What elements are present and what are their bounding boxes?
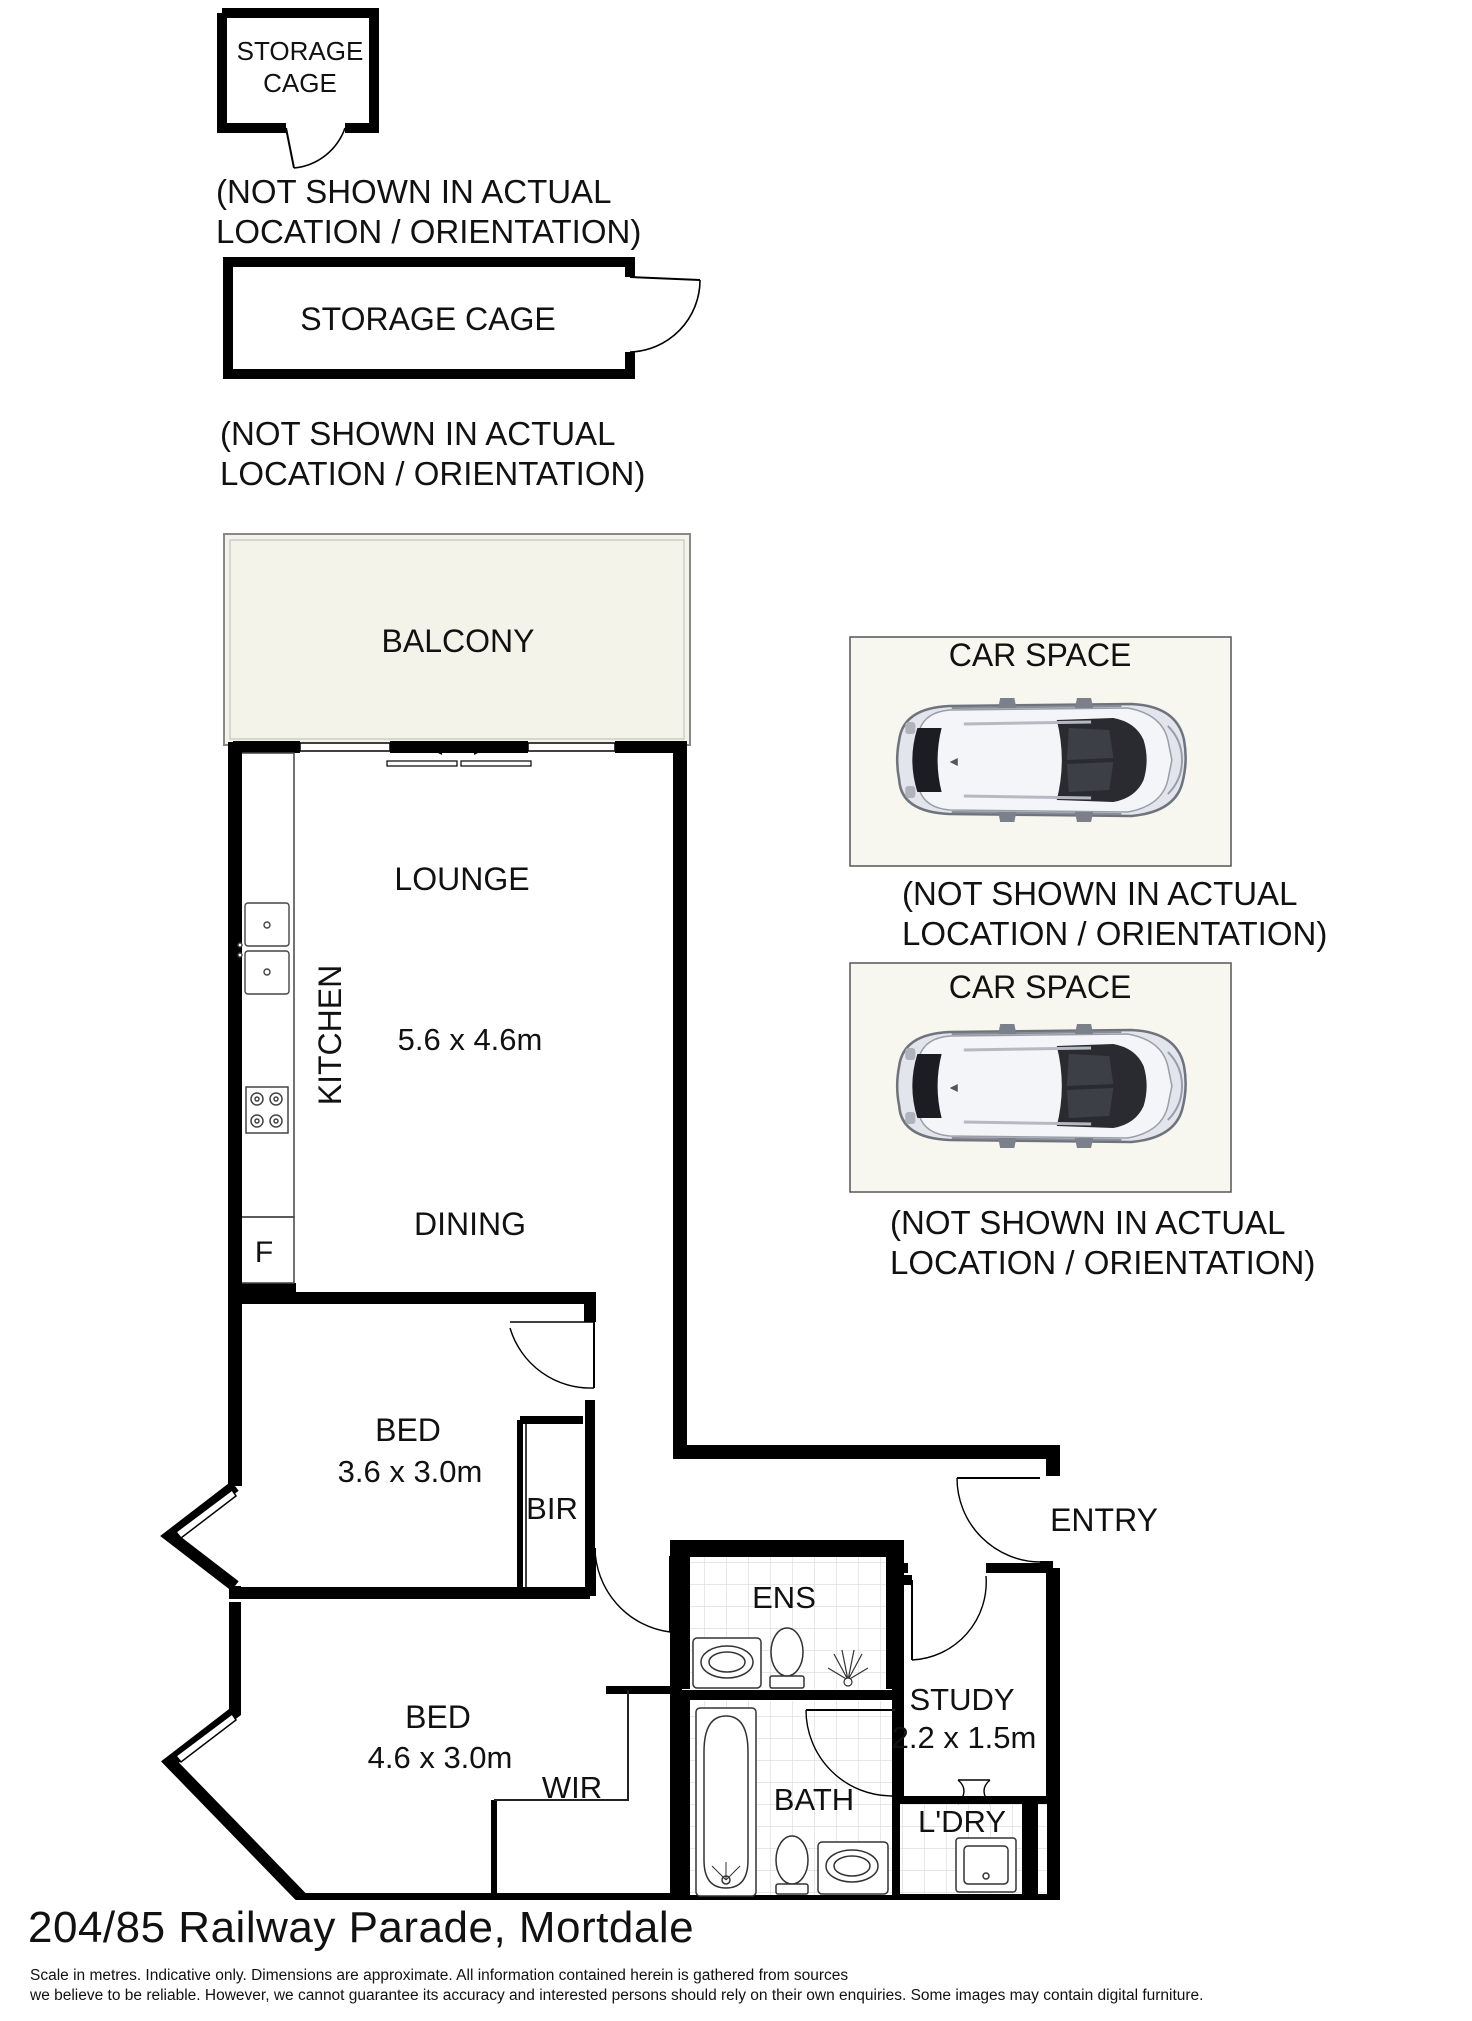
car-icon (897, 698, 1185, 822)
bed2-label: BED (405, 1699, 471, 1735)
fridge-label: F (254, 1236, 274, 1269)
car-space-2-note-2: LOCATION / ORIENTATION) (890, 1244, 1316, 1281)
storage-cage-small-note-2: LOCATION / ORIENTATION) (216, 213, 642, 250)
car-space-2-label: CAR SPACE (948, 969, 1132, 1005)
ens-label: ENS (752, 1580, 816, 1615)
entry-door (957, 1478, 1053, 1562)
storage-cage-small-label-2: CAGE (263, 68, 337, 98)
storage-cage-long (228, 262, 700, 374)
ensuite-toilet-icon (770, 1628, 804, 1688)
laundry-tub-icon (956, 1838, 1016, 1892)
bir-cupboard (520, 1420, 526, 1590)
kitchen-label: KITCHEN (312, 964, 348, 1106)
bir-label: BIR (526, 1491, 578, 1526)
storage-cage-long-note-2: LOCATION / ORIENTATION) (220, 455, 646, 492)
bath-vanity-icon (818, 1842, 888, 1894)
sink-icon (238, 903, 289, 994)
bed1-label: BED (375, 1412, 441, 1448)
study-label: STUDY (909, 1682, 1015, 1717)
storage-cage-small (222, 13, 374, 168)
car-space-1-note-1: (NOT SHOWN IN ACTUAL (902, 875, 1298, 912)
car-space-1-label: CAR SPACE (948, 637, 1132, 673)
storage-cage-small-label-1: STORAGE (236, 36, 364, 66)
entry-label: ENTRY (1050, 1502, 1158, 1538)
disclaimer (30, 1966, 1450, 2006)
bed1-door (510, 1322, 594, 1388)
car-space-2 (850, 963, 1231, 1192)
bay-windows (176, 1490, 236, 1762)
bed1-dims: 3.6 x 3.0m (337, 1454, 483, 1489)
study-dims: 2.2 x 1.5m (891, 1720, 1037, 1755)
storage-cage-long-label: STORAGE CAGE (300, 301, 556, 337)
bathtub-icon (696, 1708, 756, 1896)
kitchen-bench (242, 753, 294, 1283)
storage-cage-long-note-1: (NOT SHOWN IN ACTUAL (220, 415, 616, 452)
study-door (912, 1576, 986, 1660)
car-icon (897, 1024, 1185, 1148)
living-dims: 5.6 x 4.6m (397, 1022, 543, 1057)
lounge-label: LOUNGE (394, 861, 530, 897)
car-space-1 (850, 637, 1231, 866)
bath-label: BATH (773, 1782, 855, 1817)
cooktop-icon (246, 1087, 288, 1133)
disclaimer-line-2: we believe to be reliable. However, we cannot guarantee its accuracy and interested persons should rely on their own enquiries. Some images may contain digital furniture. (30, 1987, 1204, 2004)
ensuite-vanity-icon (693, 1638, 761, 1688)
disclaimer-line-1: Scale in metres. Indicative only. Dimensions are approximate. All information contained herein is gathered from sources (30, 1967, 849, 1984)
property-address: 204/85 Railway Parade, Mortdale (28, 1903, 695, 1952)
ensuite-door (595, 1548, 670, 1632)
car-space-2-note-1: (NOT SHOWN IN ACTUAL (890, 1204, 1286, 1241)
bed2-dims: 4.6 x 3.0m (367, 1740, 513, 1775)
dining-label: DINING (414, 1206, 526, 1242)
wir-label: WIR (541, 1770, 603, 1805)
balcony-label: BALCONY (381, 623, 535, 659)
car-space-1-note-2: LOCATION / ORIENTATION) (902, 915, 1328, 952)
storage-cage-small-note-1: (NOT SHOWN IN ACTUAL (216, 173, 612, 210)
laundry-label: L'DRY (917, 1804, 1007, 1839)
bath-toilet-icon (776, 1836, 808, 1894)
balcony (224, 534, 690, 745)
